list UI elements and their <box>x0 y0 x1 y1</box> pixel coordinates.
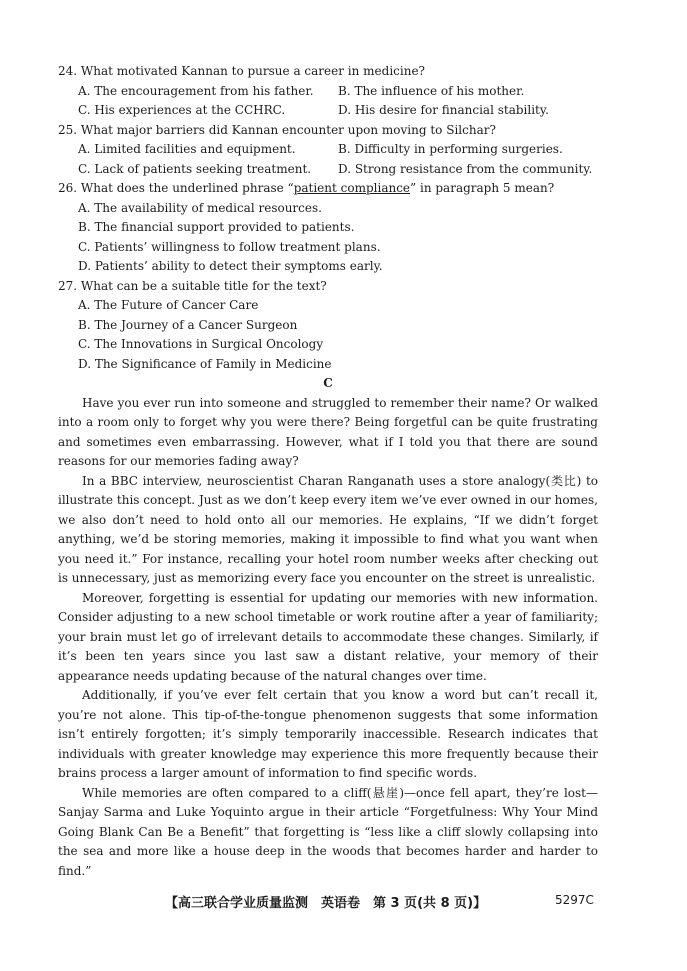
page-footer: 【高三联合学业质量监测 英语卷 第 3 页(共 8 页)】 <box>165 896 487 911</box>
passage-paragraph-1: Have you ever run into someone and struggled to remember their name? Or walked into a room only to forget why you were there? Being forgetful can be quite frustrating and sometimes even embarrassing. However, what if I told you that there are sound reasons for our memories fading away? <box>58 395 598 468</box>
question-stem: 25. What major barriers did Kannan encounter upon moving to Silchar? <box>58 122 496 137</box>
passage-paragraph-3: Moreover, forgetting is essential for updating our memories with new information. Consider adjusting to a new school timetable or work routine after a year of familiarity; your brain must let go of irrelevant details to accommodate these changes. Similarly, if it’s been ten years since you last saw a distant relative, your memory of their appearance needs updating because of the natural changes over time. <box>58 590 598 683</box>
question-26 <box>58 179 598 277</box>
option-d: D. The Significance of Family in Medicine <box>78 356 332 371</box>
question-27 <box>58 277 598 375</box>
option-list <box>58 199 598 277</box>
question-stem: 24. What motivated Kannan to pursue a career in medicine? <box>58 64 425 78</box>
paper-code: 5297C <box>555 893 594 907</box>
option-b: B. The influence of his mother. <box>338 83 525 98</box>
option-c: C. Lack of patients seeking treatment. <box>78 161 312 176</box>
option-list <box>58 296 598 374</box>
passage-paragraph-5: While memories are often compared to a cliff(悬崖)—once fell apart, they’re lost—Sanjay Sarma and Luke Yoquinto argue in their article “Forgetfulness: Why Your Mind Going Blank Can Be a Benefit” that forgetting is “less like a cliff slowly collapsing into the sea and more like a house deep in the woods that becomes harder and harder to find.” <box>58 785 598 878</box>
option-b: B. Difficulty in performing surgeries. <box>338 142 563 156</box>
section-heading: C <box>323 376 333 390</box>
option-list <box>58 82 598 121</box>
exam-page <box>58 62 598 881</box>
option-d: D. His desire for financial stability. <box>338 103 549 117</box>
option-b: B. The Journey of a Cancer Surgeon <box>78 317 298 332</box>
option-c: C. The Innovations in Surgical Oncology <box>78 337 324 351</box>
passage-paragraph-2: In a BBC interview, neuroscientist Charan Ranganath uses a store analogy(类比) to illustrate this concept. Just as we don’t keep every item we’ve ever owned in our homes, we also don’t need to hold onto all our memories. He explains, “If we didn’t forget anything, we’d be storing memories, making it impossible to find what you want when you need it.” For instance, recalling your hotel room number weeks after checking out is unnecessary, just as memorizing every face you encounter on the street is unrealistic. <box>58 473 598 585</box>
option-a: A. Limited facilities and equipment. <box>78 142 296 156</box>
option-c: C. His experiences at the CCHRC. <box>78 103 286 117</box>
passage <box>58 394 598 882</box>
option-a: A. The Future of Cancer Care <box>78 298 259 312</box>
option-d: D. Strong resistance from the community. <box>338 161 593 176</box>
question-stem: 27. What can be a suitable title for the text? <box>58 278 327 293</box>
option-d: D. Patients’ ability to detect their symptoms early. <box>78 259 383 273</box>
option-list <box>58 140 598 179</box>
option-a: A. The availability of medical resources. <box>78 200 322 215</box>
question-25 <box>58 121 598 180</box>
option-c: C. Patients’ willingness to follow treatment plans. <box>78 239 381 254</box>
option-a: A. The encouragement from his father. <box>78 83 314 98</box>
passage-paragraph-4: Additionally, if you’ve ever felt certain that you know a word but can’t recall it, you’re not alone. This tip-of-the-tongue phenomenon suggests that some information isn’t entirely forgotten; it’s simply temporarily inaccessible. Research indicates that individuals with greater knowledge may experience this more frequently because their brains process a larger amount of information to find specific words. <box>58 688 598 780</box>
option-b: B. The financial support provided to patients. <box>78 220 355 234</box>
question-stem: 26. What does the underlined phrase “patient compliance” in paragraph 5 mean? <box>58 181 555 195</box>
underlined-phrase: patient compliance <box>293 181 411 195</box>
question-24 <box>58 62 598 121</box>
